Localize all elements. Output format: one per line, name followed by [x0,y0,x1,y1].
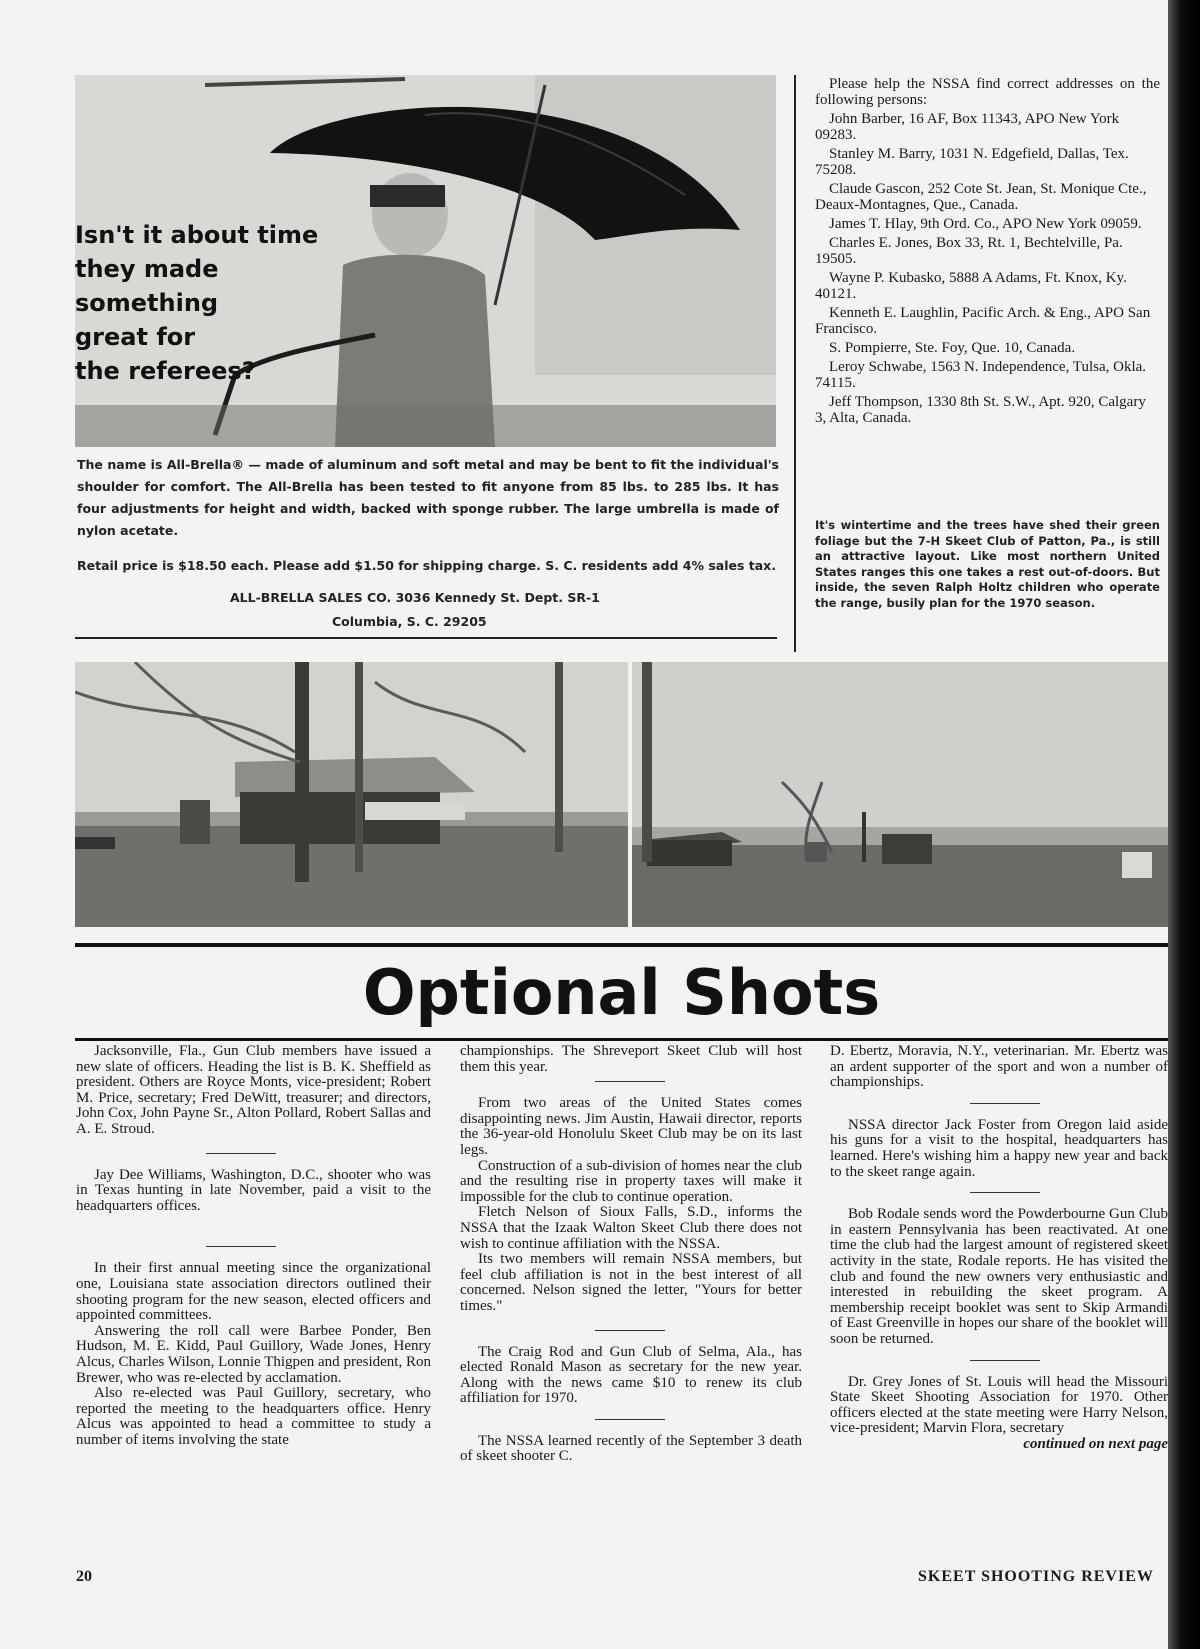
photo-caption: It's wintertime and the trees have shed their green foliage but the 7-H Skeet Club of Patton, Pa., is still an attractive layout. Like most northern United States ranges this one takes a rest out-of-doors. But inside, the seven Ralph Holtz children who operate the range, busily plan for the 1970 season. [815,518,1160,610]
column-divider-top [794,75,796,652]
address-item: Claude Gascon, 252 Cote St. Jean, St. Monique Cte., Deaux-Montagnes, Que., Canada. [815,181,1147,213]
address-item: Leroy Schwabe, 1563 N. Independence, Tulsa, Okla. 74115. [815,359,1147,391]
title-top-rule [75,943,1168,947]
ad-company-address: ALL-BRELLA SALES CO. 3036 Kennedy St. Dept. SR-1 [230,590,600,605]
news-item-hawaii-construction: Construction of a sub-division of homes near the club and the resulting rise in property taxes will make it impossible for the club to continue operation. [460,1157,802,1205]
article-column-3 [830,1044,1168,1452]
news-item-louisiana-roll: Answering the roll call were Barbee Ponder, Ben Hudson, M. E. Kidd, Paul Guillory, Wade Jones, Henry Alcus, Charles Wilson, Lonnie Thigpen and president, Ron Brewer, who was re-elected by acclamation. [76,1322,431,1386]
item-separator [206,1246,276,1247]
news-item-louisiana: In their first annual meeting since the organizational one, Louisiana state association directors outlined their shooting program for the new season, elected officers and appointed committees. [76,1260,431,1324]
continued-note: continued on next page [1023,1435,1168,1452]
ad-headline [75,218,365,388]
news-item-jones: Dr. Grey Jones of St. Louis will head the Missouri State Skeet Shooting Association for 1970. Other officers elected at the state meeting were Harry Nelson, vice-president; Marvin Flora, secretary [830,1373,1168,1437]
address-intro: Please help the NSSA find correct addresses on the following persons: [815,76,1160,108]
news-item-shreveport: championships. The Shreveport Skeet Club will host them this year. [460,1043,802,1075]
address-list [815,76,1160,429]
skeet-club-photo-left [75,662,628,927]
ad-bottom-rule [75,637,777,639]
news-item-williams: Jay Dee Williams, Washington, D.C., shooter who was in Texas hunting in late November, paid a visit to the headquarters offices. [76,1166,431,1214]
magazine-name: SKEET SHOOTING REVIEW [918,1568,1154,1585]
news-item-craig: The Craig Rod and Gun Club of Selma, Ala., has elected Ronald Mason as secretary for the new year. Along with the news came $10 to renew its club affiliation for 1970. [460,1343,802,1407]
item-separator [595,1419,665,1420]
address-item: S. Pompierre, Ste. Foy, Que. 10, Canada. [829,340,1076,356]
skeet-club-photo-right [632,662,1168,927]
item-separator [206,1153,276,1154]
ad-headline-line-2: they made something [75,255,219,317]
ad-headline-line-1: Isn't it about time [75,221,319,249]
address-item: Charles E. Jones, Box 33, Rt. 1, Bechtelville, Pa. 19505. [815,235,1123,267]
page-edge-shadow [1168,0,1200,1649]
news-item-ebertz: D. Ebertz, Moravia, N.Y., veterinarian. Mr. Ebertz was an ardent supporter of the sport and won a number of championships. [830,1044,1168,1091]
item-separator [970,1360,1040,1361]
news-item-jacksonville: Jacksonville, Fla., Gun Club members have issued a new slate of officers. Heading the list is B. K. Sheffield as president. Others are Royce Monts, vice-president; Robert M. Price, secretary; Fred DeWitt, treasurer; and directors, John Cox, John Payne Sr., Alton Pollard, Robert Sallas and A. E. Stroud. [76,1043,431,1137]
address-item: Wayne P. Kubasko, 5888 A Adams, Ft. Knox, Ky. 40121. [815,270,1127,302]
article-column-1 [76,1044,431,1448]
news-item-foster: NSSA director Jack Foster from Oregon laid aside his guns for a visit to the hospital, headquarters has learned. Here's wishing him a happy new year and back to the skeet range again. [830,1116,1168,1180]
address-item: John Barber, 16 AF, Box 11343, APO New York 09283. [815,111,1120,143]
title-bottom-rule [75,1038,1168,1041]
news-item-louisiana-guillory: Also re-elected was Paul Guillory, secretary, who reported the meeting to the headquarters office. Henry Alcus was appointed to head a committee to study a number of items involving the state [76,1385,431,1448]
address-item: Stanley M. Barry, 1031 N. Edgefield, Dallas, Tex. 75208. [815,146,1129,178]
ad-body-price: Retail price is $18.50 each. Please add $1.50 for shipping charge. S. C. residents add 4% sales tax. [77,558,776,573]
ad-body-description: The name is All-Brella® — made of aluminum and soft metal and may be bent to fit the individual's shoulder for comfort. The All-Brella has been tested to fit anyone from 85 lbs. to 285 lbs. It has four adjustments for height and width, backed with sponge rubber. The large umbrella is made of nylon acetate. [77,457,779,538]
address-item: Jeff Thompson, 1330 8th St. S.W., Apt. 920, Calgary 3, Alta, Canada. [815,394,1146,426]
ad-company-city: Columbia, S. C. 29205 [332,614,487,629]
news-item-ebertz-start: The NSSA learned recently of the September 3 death of skeet shooter C. [460,1432,802,1465]
item-separator [970,1192,1040,1193]
article-column-2 [460,1044,802,1465]
news-item-sioux-falls: Fletch Nelson of Sioux Falls, S.D., informs the NSSA that the Izaak Walton Skeet Club there does not wish to continue affiliation with the NSSA. [460,1204,802,1252]
item-separator [595,1081,665,1082]
news-item-hawaii: From two areas of the United States comes disappointing news. Jim Austin, Hawaii director, reports the 36-year-old Honolulu Skeet Club may be on its last legs. [460,1095,802,1158]
page-number: 20 [76,1568,92,1585]
section-title: Optional Shots [362,956,881,1029]
news-item-nelson: Its two members will remain NSSA members, but feel club affiliation is not in the best interest of all concerned. Nelson signed the letter, "Yours for better times." [460,1251,802,1314]
address-item: Kenneth E. Laughlin, Pacific Arch. & Eng., APO San Francisco. [815,305,1151,337]
item-separator [595,1330,665,1331]
ad-headline-line-3: great for [75,323,196,351]
item-separator [970,1103,1040,1104]
address-item: James T. Hlay, 9th Ord. Co., APO New York 09059. [829,216,1142,232]
news-item-rodale: Bob Rodale sends word the Powderbourne Gun Club in eastern Pennsylvania has been reactivated. At one time the club had the largest amount of registered skeet activity in the state, Rodale reports. He has visited the club and found the new owners very enthusiastic and interested in rebuilding the skeet program. A membership receipt booklet was sent to Skip Armandi of East Greenville in hopes our share of the booklet will soon be returned. [830,1206,1168,1347]
ad-headline-line-4: the referees? [75,357,256,385]
